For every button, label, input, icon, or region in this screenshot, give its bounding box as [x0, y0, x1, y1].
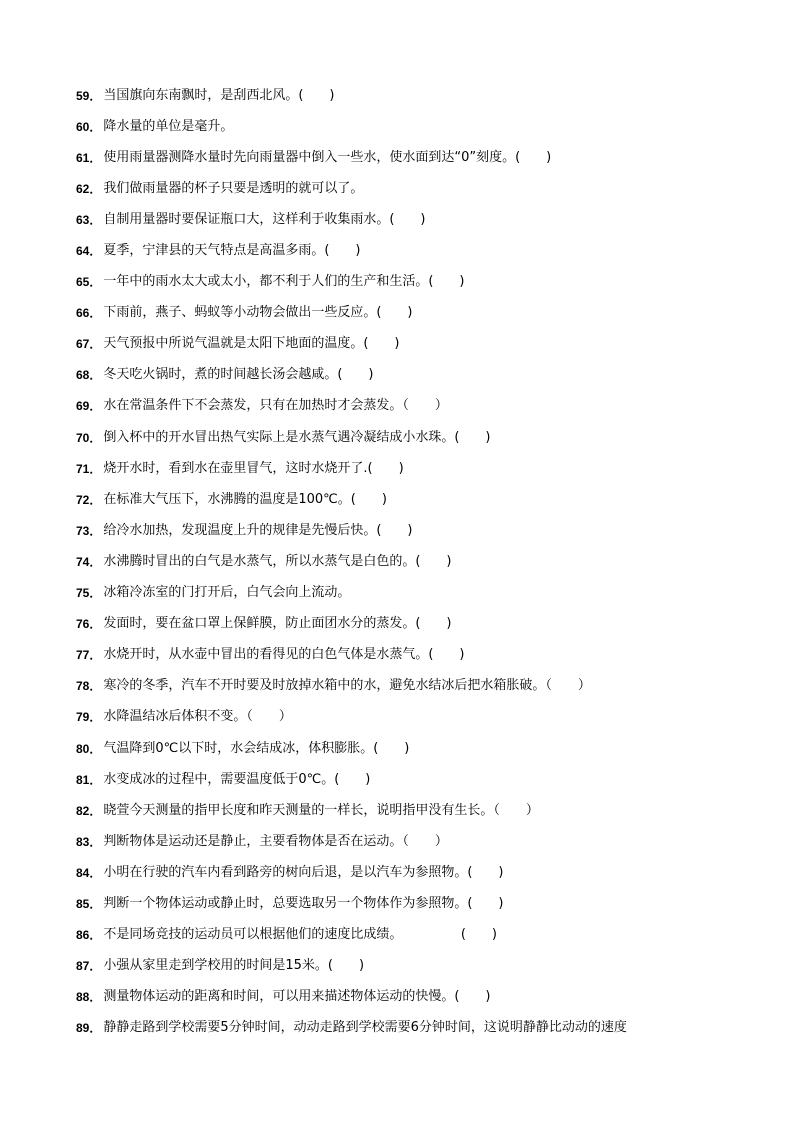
question-item — [76, 609, 726, 640]
question-text: 一年中的雨水太大或太小，都不利于人们的生产和生活。( ) — [103, 274, 465, 290]
question-item — [76, 888, 726, 919]
question-number: 84． — [76, 865, 102, 880]
question-item — [76, 111, 726, 142]
question-text: 判断物体是运动还是静止，主要看物体是否在运动。（ ） — [103, 833, 448, 849]
question-text: 水沸腾时冒出的白气是水蒸气，所以水蒸气是白色的。( ) — [103, 553, 452, 569]
question-item — [76, 640, 726, 671]
question-item — [76, 702, 726, 733]
question-text: 使用雨量器测降水量时先向雨量器中倒入一些水，使水面到达“0”刻度。( ) — [103, 149, 552, 165]
question-item — [76, 671, 726, 702]
question-item — [76, 795, 726, 826]
question-text: 夏季，宁津县的天气特点是高温多雨。( ) — [103, 243, 361, 259]
question-text: 降水量的单位是毫升。 — [103, 118, 234, 134]
question-item — [76, 173, 726, 204]
question-text: 判断一个物体运动或静止时，总要选取另一个物体作为参照物。( ) — [103, 895, 504, 911]
question-item — [76, 826, 726, 857]
question-item — [76, 733, 726, 764]
question-text: 冰箱冷冻室的门打开后，白气会向上流动。 — [103, 585, 351, 601]
question-item — [76, 298, 726, 329]
question-number: 77． — [76, 648, 102, 663]
question-number: 68． — [76, 368, 102, 383]
question-number: 79． — [76, 710, 102, 725]
question-text: 在标准大气压下，水沸腾的温度是100℃。( ) — [103, 491, 387, 507]
question-item — [76, 453, 726, 484]
question-text: 倒入杯中的开水冒出热气实际上是水蒸气遇冷凝结成小水珠。( ) — [103, 429, 491, 445]
question-number: 89． — [76, 1021, 102, 1036]
question-number: 63． — [76, 212, 102, 227]
question-text: 寒冷的冬季，汽车不开时要及时放掉水箱中的水，避免水结冰后把水箱胀破。（ ） — [103, 678, 591, 694]
question-item — [76, 578, 726, 609]
question-text: 发面时，要在盆口罩上保鲜膜，防止面团水分的蒸发。( ) — [103, 616, 452, 632]
question-text: 冬天吃火锅时，煮的时间越长汤会越咸。( ) — [103, 367, 374, 383]
question-number: 64． — [76, 244, 102, 259]
question-text: 水降温结冰后体积不变。（ ） — [103, 709, 292, 725]
question-item — [76, 391, 726, 422]
question-item — [76, 857, 726, 888]
question-text: 晓萱今天测量的指甲长度和昨天测量的一样长，说明指甲没有生长。（ ） — [103, 802, 539, 818]
question-text: 小强从家里走到学校用的时间是15米。( ) — [103, 958, 365, 974]
question-item — [76, 515, 726, 546]
question-number: 61． — [76, 150, 102, 165]
question-number: 73． — [76, 523, 102, 538]
question-item — [76, 951, 726, 982]
question-number: 60． — [76, 119, 102, 134]
question-item — [76, 267, 726, 298]
question-item — [76, 204, 726, 235]
question-text: 当国旗向东南飘时，是刮西北风。( ) — [103, 87, 335, 103]
question-text: 水在常温条件下不会蒸发，只有在加热时才会蒸发。（ ） — [103, 398, 448, 414]
question-item — [76, 329, 726, 360]
question-text: 我们做雨量器的杯子只要是透明的就可以了。 — [103, 180, 364, 196]
question-item — [76, 1013, 726, 1044]
question-number: 82． — [76, 803, 102, 818]
question-item — [76, 235, 726, 266]
question-number: 71． — [76, 461, 102, 476]
question-number: 59． — [76, 88, 102, 103]
question-item — [76, 422, 726, 453]
question-item — [76, 982, 726, 1013]
question-text: 水变成冰的过程中，需要温度低于0℃。( ) — [103, 771, 371, 787]
question-number: 74． — [76, 554, 102, 569]
question-number: 78． — [76, 679, 102, 694]
question-item — [76, 360, 726, 391]
question-text: 下雨前，燕子、蚂蚁等小动物会做出一些反应。( ) — [103, 305, 413, 321]
question-text: 烧开水时，看到水在壶里冒气，这时水烧开了.( ) — [103, 460, 404, 476]
question-number: 70． — [76, 430, 102, 445]
question-text: 静静走路到学校需要5分钟时间，动动走路到学校需要6分钟时间，这说明静静比动动的速度 — [103, 1020, 627, 1036]
question-text: 自制用量器时要保证瓶口大，这样利于收集雨水。( ) — [103, 211, 426, 227]
question-number: 76． — [76, 617, 102, 632]
question-number: 65． — [76, 275, 102, 290]
question-text: 测量物体运动的距离和时间，可以用来描述物体运动的快慢。( ) — [103, 989, 491, 1005]
question-text: 天气预报中所说气温就是太阳下地面的温度。( ) — [103, 336, 400, 352]
question-text: 不是同场竞技的运动员可以根据他们的速度比成绩。 ( ) — [103, 927, 498, 943]
question-number: 85． — [76, 896, 102, 911]
question-item — [76, 764, 726, 795]
question-text: 气温降到0℃以下时，水会结成冰，体积膨胀。( ) — [103, 740, 410, 756]
question-number: 80． — [76, 741, 102, 756]
question-number: 69． — [76, 399, 102, 414]
question-text: 水烧开时，从水壶中冒出的看得见的白色气体是水蒸气。( ) — [103, 647, 465, 663]
question-number: 72． — [76, 492, 102, 507]
question-number: 62． — [76, 181, 102, 196]
question-item — [76, 142, 726, 173]
question-number: 67． — [76, 337, 102, 352]
question-number: 75． — [76, 586, 102, 601]
question-number: 88． — [76, 990, 102, 1005]
question-item — [76, 484, 726, 515]
question-number: 81． — [76, 772, 102, 787]
question-number: 87． — [76, 959, 102, 974]
question-text: 小明在行驶的汽车内看到路旁的树向后退，是以汽车为参照物。( ) — [103, 864, 504, 880]
question-text: 给冷水加热，发现温度上升的规律是先慢后快。( ) — [103, 522, 413, 538]
question-number: 86． — [76, 928, 102, 943]
question-number: 83． — [76, 834, 102, 849]
question-item — [76, 80, 726, 111]
question-number: 66． — [76, 306, 102, 321]
question-item — [76, 920, 726, 951]
question-list — [76, 80, 726, 1044]
question-item — [76, 546, 726, 577]
